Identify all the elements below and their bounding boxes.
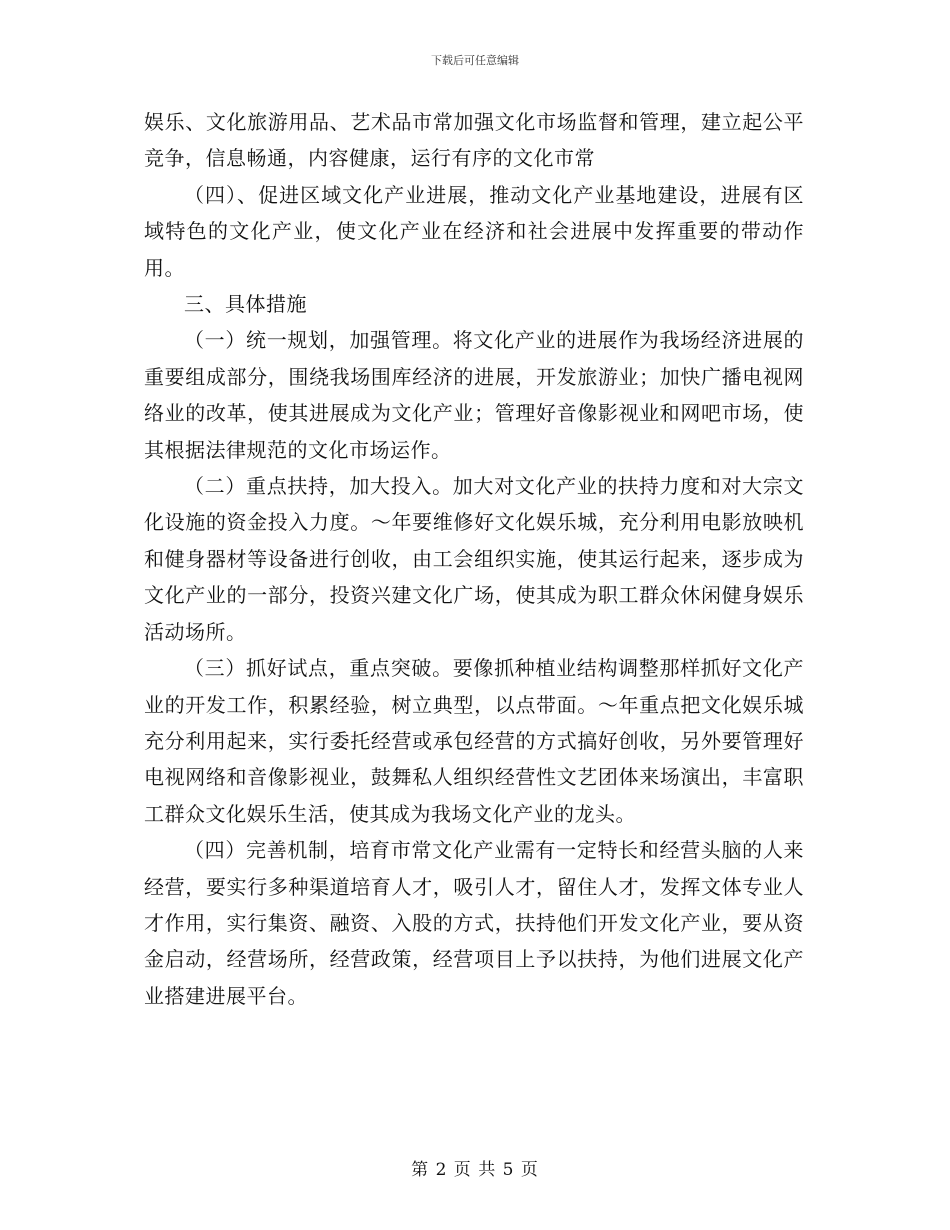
paragraph-section-four: （四）、促进区域文化产业进展，推动文化产业基地建设，进展有区域特色的文化产业，使文化产业在经济和社会进展中发挥重要的带动作用。 bbox=[144, 182, 804, 280]
paragraph-measure-one: （一）统一规划，加强管理。将文化产业的进展作为我场经济进展的重要组成部分，围绕我场围库经济的进展，开发旅游业；加快广播电视网络业的改革，使其进展成为文化产业；管理好音像影视业和网吧市场，使其根据法律规范的文化市场运作。 bbox=[144, 328, 804, 462]
page-header-note: 下载后可任意编辑 bbox=[431, 54, 519, 67]
paragraph-measure-three: （三）抓好试点，重点突破。要像抓种植业结构调整那样抓好文化产业的开发工作，积累经验，树立典型，以点带面。～年重点把文化娱乐城充分利用起来，实行委托经营或承包经营的方式搞好创收，另外要管理好电视网络和音像影视业，鼓舞私人组织经营性文艺团体来场演出，丰富职工群众文化娱乐生活，使其成为我场文化产业的龙头。 bbox=[144, 656, 804, 826]
paragraph-measure-two: （二）重点扶持，加大投入。加大对文化产业的扶持力度和对大宗文化设施的资金投入力度。～年要维修好文化娱乐城，充分利用电影放映机和健身器材等设备进行创收，由工会组织实施，使其运行起来，逐步成为文化产业的一部分，投资兴建文化广场，使其成为职工群众休闲健身娱乐活动场所。 bbox=[144, 474, 804, 644]
page-number-footer: 第 2 页 共 5 页 bbox=[411, 1160, 539, 1180]
paragraph-continuation: 娱乐、文化旅游用品、艺术品市常加强文化市场监督和管理，建立起公平竞争，信息畅通，内容健康，运行有序的文化市常 bbox=[144, 110, 804, 171]
paragraph-measure-four: （四）完善机制，培育市常文化产业需有一定特长和经营头脑的人来经营，要实行多种渠道培育人才，吸引人才，留住人才，发挥文体专业人才作用，实行集资、融资、入股的方式，扶持他们开发文化产业，要从资金启动，经营场所，经营政策，经营项目上予以扶持，为他们进展文化产业搭建进展平台。 bbox=[144, 838, 804, 1008]
section-heading-measures: 三、具体措施 bbox=[184, 292, 307, 317]
document-body bbox=[144, 104, 804, 1014]
